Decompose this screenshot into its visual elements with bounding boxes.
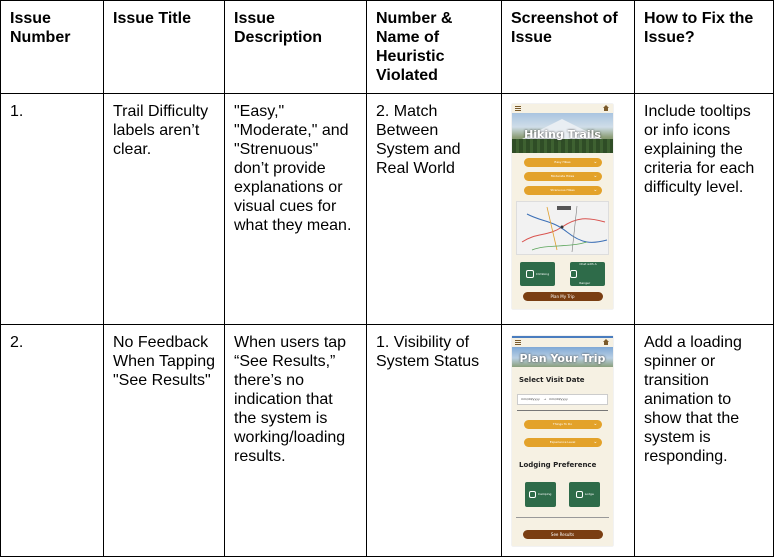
chevron-down-icon: ⌄ xyxy=(593,187,598,193)
camping-tile: Camping xyxy=(525,482,556,507)
issue-description: "Easy," "Moderate," and "Strenuous" don’t provide explanations or visual cues for what they mean. xyxy=(225,94,367,325)
table-row xyxy=(1,325,774,557)
chat-icon xyxy=(570,270,577,278)
plan-my-trip-button: Plan My Trip xyxy=(523,292,603,301)
heuristic-violated: 1. Visibility of System Status xyxy=(367,325,502,557)
hero-banner xyxy=(512,113,613,153)
header-screenshot: Screenshot of Issue xyxy=(502,1,635,94)
issue-number: 1. xyxy=(1,94,104,325)
menu-icon xyxy=(515,106,521,111)
see-results-button: See Results xyxy=(523,530,603,539)
trail-map xyxy=(516,201,609,255)
moderate-hikes-pill: Moderate Hikes ⌄ xyxy=(524,172,602,181)
climbing-icon xyxy=(526,270,534,278)
chat-ranger-tile: Chat with A Ranger xyxy=(570,262,605,286)
issue-number: 2. xyxy=(1,325,104,557)
hero-banner xyxy=(512,347,613,367)
screenshot-cell xyxy=(502,325,635,557)
lodging-heading: Lodging Preference xyxy=(519,461,597,469)
issue-description: When users tap “See Results,” there’s no indication that the system is working/loading results. xyxy=(225,325,367,557)
chevron-down-icon: ⌄ xyxy=(593,173,598,179)
climbing-tile: Climbing xyxy=(520,262,555,286)
screenshot-cell xyxy=(502,94,635,325)
tile-row xyxy=(520,262,605,286)
app-topbar xyxy=(512,338,613,347)
visit-date-heading: Select Visit Date xyxy=(519,376,585,384)
issue-title: No Feedback When Tapping "See Results" xyxy=(104,325,225,557)
app-topbar xyxy=(512,104,613,113)
header-issue-title: Issue Title xyxy=(104,1,225,94)
date-range-field: mm/dd/yyyy → mm/dd/yyyy xyxy=(517,394,608,405)
header-row xyxy=(1,1,774,94)
experience-level-pill: Experience Level ⌄ xyxy=(524,438,602,447)
things-to-do-pill: Things To Do ⌄ xyxy=(524,420,602,429)
heuristic-violated: 2. Match Between System and Real World xyxy=(367,94,502,325)
hero-title: Hiking Trails xyxy=(524,128,601,141)
table-row xyxy=(1,94,774,325)
lodge-tile: Lodge xyxy=(569,482,600,507)
strenuous-hikes-pill: Strenuous Hikes ⌄ xyxy=(524,186,602,195)
header-heuristic: Number & Name of Heuristic Violated xyxy=(367,1,502,94)
menu-icon xyxy=(515,340,521,345)
header-fix: How to Fix the Issue? xyxy=(635,1,774,94)
fix-suggestion: Include tooltips or info icons explaining the criteria for each difficulty level. xyxy=(635,94,774,325)
header-issue-description: Issue Description xyxy=(225,1,367,94)
chevron-down-icon: ⌄ xyxy=(593,421,598,427)
hiking-trails-screenshot xyxy=(512,104,613,309)
divider xyxy=(517,410,608,411)
home-icon xyxy=(603,105,609,108)
issue-title: Trail Difficulty labels aren’t clear. xyxy=(104,94,225,325)
plan-your-trip-screenshot xyxy=(512,336,613,546)
header-issue-number: Issue Number xyxy=(1,1,104,94)
tile-row xyxy=(518,482,607,507)
fix-suggestion: Add a loading spinner or transition animation to show that the system is responding. xyxy=(635,325,774,557)
home-icon xyxy=(603,339,609,342)
chevron-down-icon: ⌄ xyxy=(593,159,598,165)
easy-hikes-pill: Easy Hikes ⌄ xyxy=(524,158,602,167)
hero-title: Plan Your Trip xyxy=(519,352,606,365)
divider xyxy=(516,517,609,518)
chevron-down-icon: ⌄ xyxy=(593,439,598,445)
lodge-icon xyxy=(576,491,583,498)
tent-icon xyxy=(529,491,536,498)
